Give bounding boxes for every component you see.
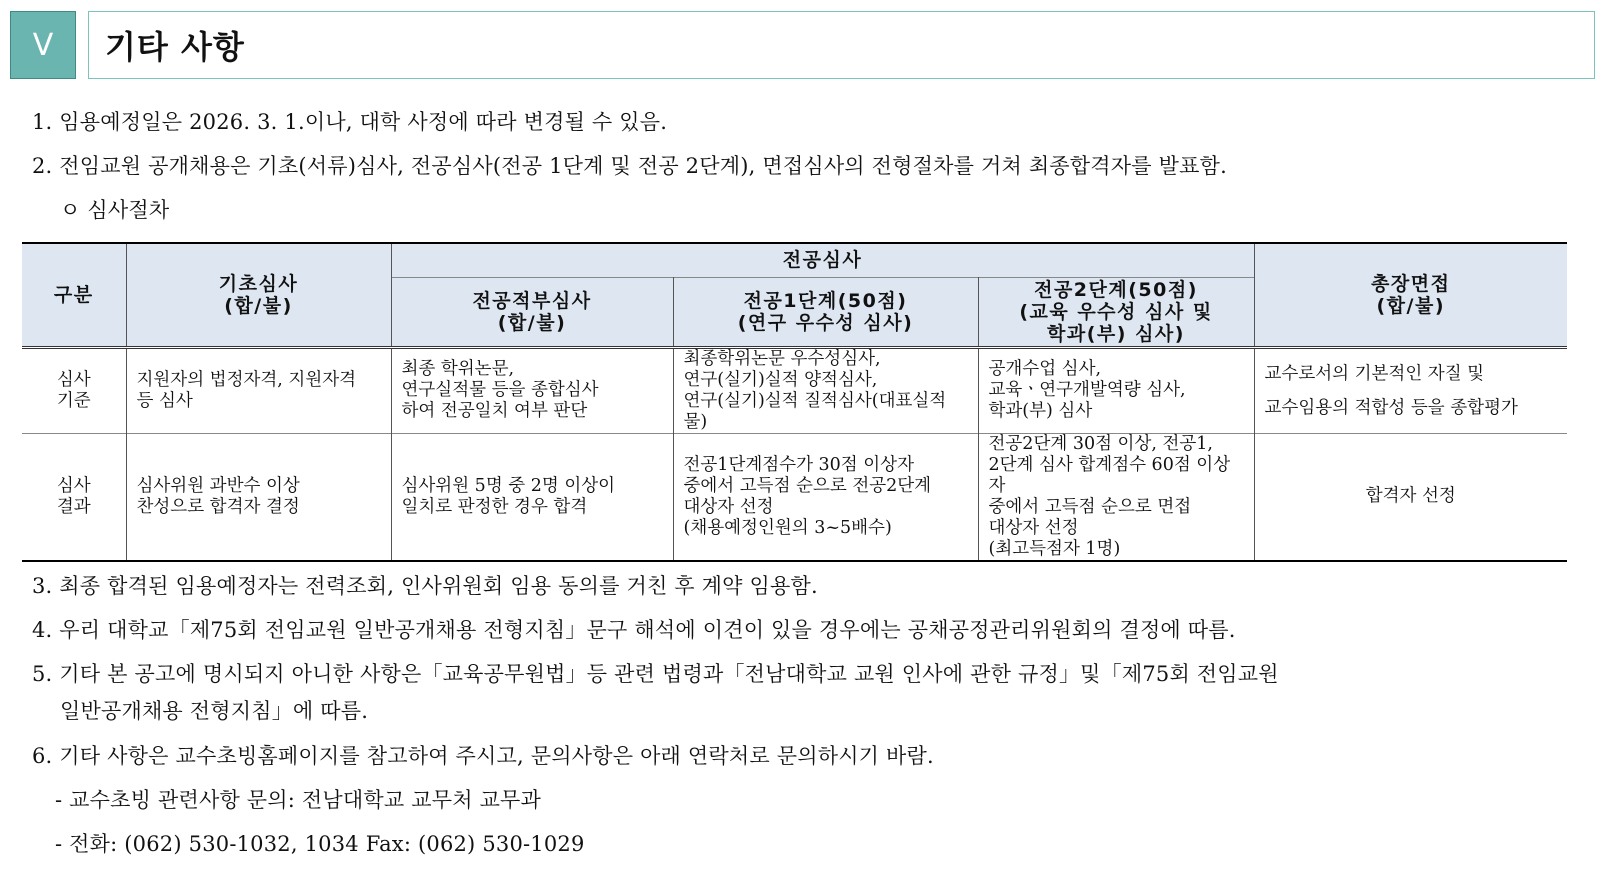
item-2-subheading: ㅇ 심사절차 xyxy=(60,198,170,222)
contact-department: - 교수초빙 관련사항 문의: 전남대학교 교무처 교무과 xyxy=(55,788,542,812)
cell-fitness: 최종 학위논문, 연구실적물 등을 종합심사 하여 전공일치 여부 판단 xyxy=(391,347,673,433)
row-label-result: 심사 결과 xyxy=(22,433,126,561)
section-title: 기타 사항 xyxy=(88,11,1595,79)
item-6: 6. 기타 사항은 교수초빙홈페이지를 참고하여 주시고, 문의사항은 아래 연락처로 문의하시기 바람. xyxy=(32,744,934,768)
section-number-badge: V xyxy=(10,11,76,79)
screening-procedure-table xyxy=(22,242,1567,562)
cell-fitness: 심사위원 5명 중 2명 이상이 일치로 판정한 경우 합격 xyxy=(391,433,673,561)
col-header-stage2: 전공2단계(50점) (교육 우수성 심사 및 학과(부) 심사) xyxy=(978,277,1254,347)
col-header-major-group: 전공심사 xyxy=(391,243,1254,277)
col-header-category: 구분 xyxy=(22,243,126,347)
contact-phone-fax: - 전화: (062) 530-1032, 1034 Fax: (062) 530-1029 xyxy=(55,832,585,856)
item-5-line2: 일반공개채용 전형지침」에 따름. xyxy=(60,699,369,723)
cell-basic: 지원자의 법정자격, 지원자격 등 심사 xyxy=(126,347,391,433)
col-header-fitness: 전공적부심사 (합/불) xyxy=(391,277,673,347)
cell-stage1: 최종학위논문 우수성심사, 연구(실기)실적 양적심사, 연구(실기)실적 질적심사(대표실적물) xyxy=(673,347,978,433)
cell-stage1: 전공1단계점수가 30점 이상자 중에서 고득점 순으로 전공2단계 대상자 선정 (채용예정인원의 3~5배수) xyxy=(673,433,978,561)
cell-interview: 교수로서의 기본적인 자질 및 교수임용의 적합성 등을 종합평가 xyxy=(1254,347,1567,433)
col-header-interview: 총장면접 (합/불) xyxy=(1254,243,1567,347)
item-3: 3. 최종 합격된 임용예정자는 전력조회, 인사위원회 임용 동의를 거친 후 계약 임용함. xyxy=(32,574,818,598)
item-1: 1. 임용예정일은 2026. 3. 1.이나, 대학 사정에 따라 변경될 수 있음. xyxy=(32,110,668,134)
col-header-basic: 기초심사 (합/불) xyxy=(126,243,391,347)
row-label-criteria: 심사 기준 xyxy=(22,347,126,433)
col-header-stage1: 전공1단계(50점) (연구 우수성 심사) xyxy=(673,277,978,347)
table-row xyxy=(22,347,1567,433)
item-4: 4. 우리 대학교「제75회 전임교원 일반공개채용 전형지침」문구 해석에 이견이 있을 경우에는 공채공정관리위원회의 결정에 따름. xyxy=(32,618,1236,642)
table-row xyxy=(22,433,1567,561)
item-2: 2. 전임교원 공개채용은 기초(서류)심사, 전공심사(전공 1단계 및 전공 2단계), 면접심사의 전형절차를 거쳐 최종합격자를 발표함. xyxy=(32,154,1227,178)
cell-stage2: 전공2단계 30점 이상, 전공1, 2단계 심사 합계점수 60점 이상자 중에서 고득점 순으로 면접 대상자 선정 (최고득점자 1명) xyxy=(978,433,1254,561)
cell-interview: 합격자 선정 xyxy=(1254,433,1567,561)
cell-basic: 심사위원 과반수 이상 찬성으로 합격자 결정 xyxy=(126,433,391,561)
item-5-line1: 5. 기타 본 공고에 명시되지 아니한 사항은「교육공무원법」등 관련 법령과「전남대학교 교원 인사에 관한 규정」및「제75회 전임교원 xyxy=(32,662,1279,686)
cell-stage2: 공개수업 심사, 교육ㆍ연구개발역량 심사, 학과(부) 심사 xyxy=(978,347,1254,433)
